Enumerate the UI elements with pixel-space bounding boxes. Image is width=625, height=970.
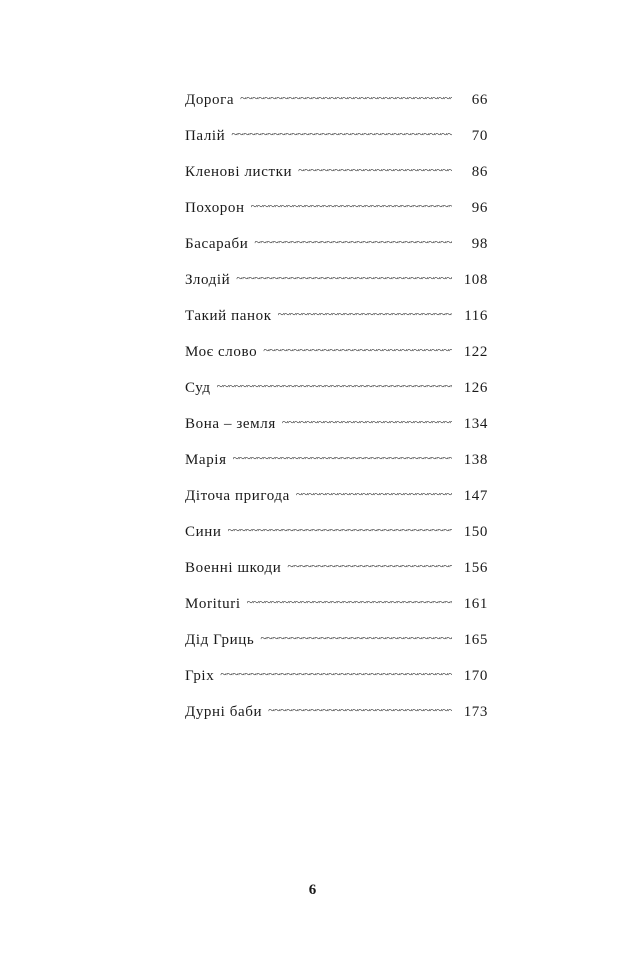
toc-entry-page: 108 (463, 272, 488, 288)
toc-entry[interactable] (185, 164, 488, 200)
toc-leader (231, 127, 452, 142)
toc-entry-title: Діточа пригода (185, 488, 290, 504)
toc-leader (260, 631, 452, 646)
toc-leader (217, 379, 452, 394)
toc-entry[interactable] (185, 128, 488, 164)
toc-entry-title: Моє слово (185, 344, 258, 360)
toc-entry-title: Басараби (185, 236, 249, 252)
toc-leader (233, 451, 452, 466)
toc-leader (220, 667, 452, 682)
toc-entry-page: 126 (463, 380, 488, 396)
toc-entry-page: 66 (471, 92, 488, 108)
toc-entry-title: Похорон (185, 200, 245, 216)
toc-entry-page: 122 (463, 344, 488, 360)
toc-entry-title: Гріх (185, 668, 215, 684)
toc-entry-page: 96 (471, 200, 488, 216)
toc-entry-page: 165 (463, 632, 488, 648)
toc-entry[interactable] (185, 560, 488, 596)
toc-entry[interactable] (185, 488, 488, 524)
toc-entry[interactable] (185, 704, 488, 740)
toc-entry-title: Сини (185, 524, 222, 540)
toc-leader (228, 523, 453, 538)
toc-entry[interactable] (185, 416, 488, 452)
toc-leader (263, 343, 452, 358)
toc-entry[interactable] (185, 596, 488, 632)
toc-entry[interactable] (185, 344, 488, 380)
toc-entry-page: 156 (463, 560, 488, 576)
toc-leader (247, 595, 452, 610)
toc-entry[interactable] (185, 308, 488, 344)
page-number: 6 (308, 882, 317, 898)
toc-entry-title: Суд (185, 380, 211, 396)
toc-entry-page: 147 (463, 488, 488, 504)
toc-entry-title: Morituri (185, 596, 241, 612)
toc-entry-page: 70 (471, 128, 488, 144)
toc-leader (298, 163, 452, 178)
toc-entry-title: Вона – земля (185, 416, 276, 432)
toc-entry-title: Злодій (185, 272, 231, 288)
toc-leader (240, 91, 452, 106)
toc-entry-title: Палій (185, 128, 226, 144)
toc-entry[interactable] (185, 668, 488, 704)
toc-leader (282, 415, 452, 430)
toc-entry[interactable] (185, 380, 488, 416)
toc-leader (236, 271, 452, 286)
toc-leader (251, 199, 452, 214)
toc-entry[interactable] (185, 272, 488, 308)
toc-entry-title: Такий панок (185, 308, 272, 324)
toc-entry-title: Дорога (185, 92, 235, 108)
toc-entry[interactable] (185, 200, 488, 236)
toc-entry-page: 116 (464, 308, 488, 324)
toc-entry-title: Дурні баби (185, 704, 263, 720)
toc-entry-title: Марія (185, 452, 227, 468)
toc-entry-title: Кленові листки (185, 164, 293, 180)
toc-leader (268, 703, 452, 718)
toc-entry[interactable] (185, 236, 488, 272)
toc-leader (254, 235, 452, 250)
toc-entry-page: 161 (463, 596, 488, 612)
toc-entry-page: 170 (463, 668, 488, 684)
toc-entry[interactable] (185, 452, 488, 488)
toc-entry-title: Военні шкоди (185, 560, 282, 576)
toc-entry-page: 150 (463, 524, 488, 540)
toc-leader (296, 487, 452, 502)
toc-entry[interactable] (185, 92, 488, 128)
toc-entry-title: Дід Гриць (185, 632, 255, 648)
toc-entry-page: 173 (463, 704, 488, 720)
toc-leader (287, 559, 452, 574)
toc-entry-page: 138 (463, 452, 488, 468)
toc-entry-page: 98 (471, 236, 488, 252)
toc-leader (278, 307, 452, 322)
toc-entry-page: 134 (463, 416, 488, 432)
table-of-contents (185, 92, 488, 740)
toc-entry-page: 86 (471, 164, 488, 180)
toc-entry[interactable] (185, 524, 488, 560)
toc-entry[interactable] (185, 632, 488, 668)
